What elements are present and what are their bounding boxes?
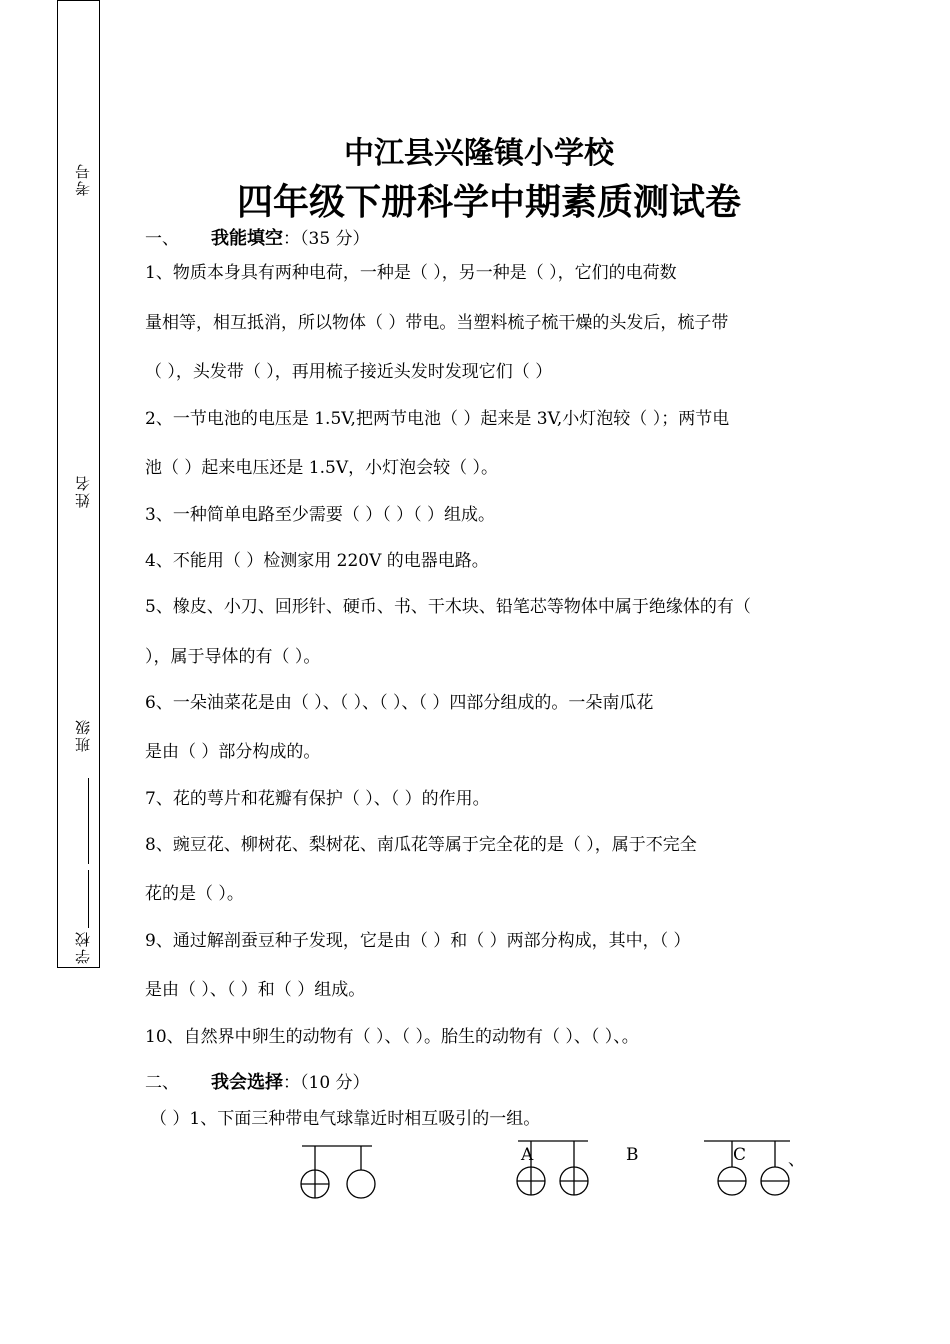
- section-1-number: 一、: [145, 229, 179, 249]
- question-line: 10、自然界中卵生的动物有（ ）、（ ）。胎生的动物有（ ）、（ ）、。: [145, 1027, 639, 1047]
- question-line: 是由（ ）部分构成的。: [145, 742, 321, 762]
- balloon-pair-third: [704, 1141, 790, 1195]
- question-line: 1、物质本身具有两种电荷，一种是（ ），另一种是（ ），它们的电荷数: [145, 263, 677, 283]
- question-line: 5、橡皮、小刀、回形针、硬币、书、干木块、铅笔芯等物体中属于绝缘体的有（: [145, 597, 751, 617]
- name-label: 姓名: [74, 474, 92, 508]
- balloon-pair-first: [301, 1146, 375, 1198]
- class-label: 班级: [74, 718, 92, 752]
- question-line: 4、不能用（ ）检测家用 220V 的电器电路。: [145, 551, 489, 571]
- question-line: 花的是（ ）。: [145, 884, 244, 904]
- question-line: 池（ ）起来电压还是 1.5V，小灯泡会较（ ）。: [145, 458, 499, 478]
- section-2-number: 二、: [145, 1073, 179, 1093]
- section-1-title: 我能填空: [211, 228, 283, 249]
- charged-balloons-diagram: [290, 1138, 810, 1208]
- option-trailing-mark: 、: [788, 1150, 805, 1170]
- exam-number-label: 考号: [74, 162, 92, 196]
- school-fill-line: [88, 870, 89, 928]
- section-1-score: ：（35 分）: [283, 229, 370, 249]
- question-line: 是由（ ）、（ ）和（ ）组成。: [145, 980, 366, 1000]
- question-line: 2、一节电池的电压是 1.5V,把两节电池（ ）起来是 3V,小灯泡较（ ）；两节电: [145, 409, 730, 429]
- question-line: ），属于导体的有（ ）。: [145, 647, 321, 667]
- question-line: 9、通过解剖蚕豆种子发现，它是由（ ）和（ ）两部分构成，其中，（ ）: [145, 931, 691, 951]
- option-a-label: A: [521, 1145, 534, 1165]
- school-label: 学校: [74, 930, 92, 964]
- exam-title: 四年级下册科学中期素质测试卷: [236, 182, 741, 223]
- class-fill-line: [88, 778, 89, 864]
- option-b-label: B: [626, 1145, 639, 1165]
- section-2-score: ：（10 分）: [283, 1073, 370, 1093]
- question-line: 量相等，相互抵消，所以物体（ ）带电。当塑料梳子梳干燥的头发后，梳子带: [145, 313, 729, 333]
- school-title: 中江县兴隆镇小学校: [344, 136, 614, 171]
- section-2-title: 我会选择: [211, 1072, 283, 1093]
- question-line: 7、花的萼片和花瓣有保护（ ）、（ ）的作用。: [145, 789, 490, 809]
- question-line: 6、一朵油菜花是由（ ）、（ ）、（ ）、（ ）四部分组成的。一朵南瓜花: [145, 693, 654, 713]
- choice-question-1: （ ）1、下面三种带电气球靠近时相互吸引的一组。: [150, 1109, 541, 1129]
- question-line: 8、豌豆花、柳树花、梨树花、南瓜花等属于完全花的是（ ），属于不完全: [145, 835, 697, 855]
- option-c-label: C: [733, 1145, 747, 1165]
- question-line: 3、一种简单电路至少需要（ ）（ ）（ ）组成。: [145, 505, 496, 525]
- question-line: （ ），头发带（ ），再用梳子接近头发时发现它们（ ）: [145, 362, 553, 382]
- section-2-heading: [145, 1072, 810, 1094]
- section-1-heading: [145, 228, 810, 250]
